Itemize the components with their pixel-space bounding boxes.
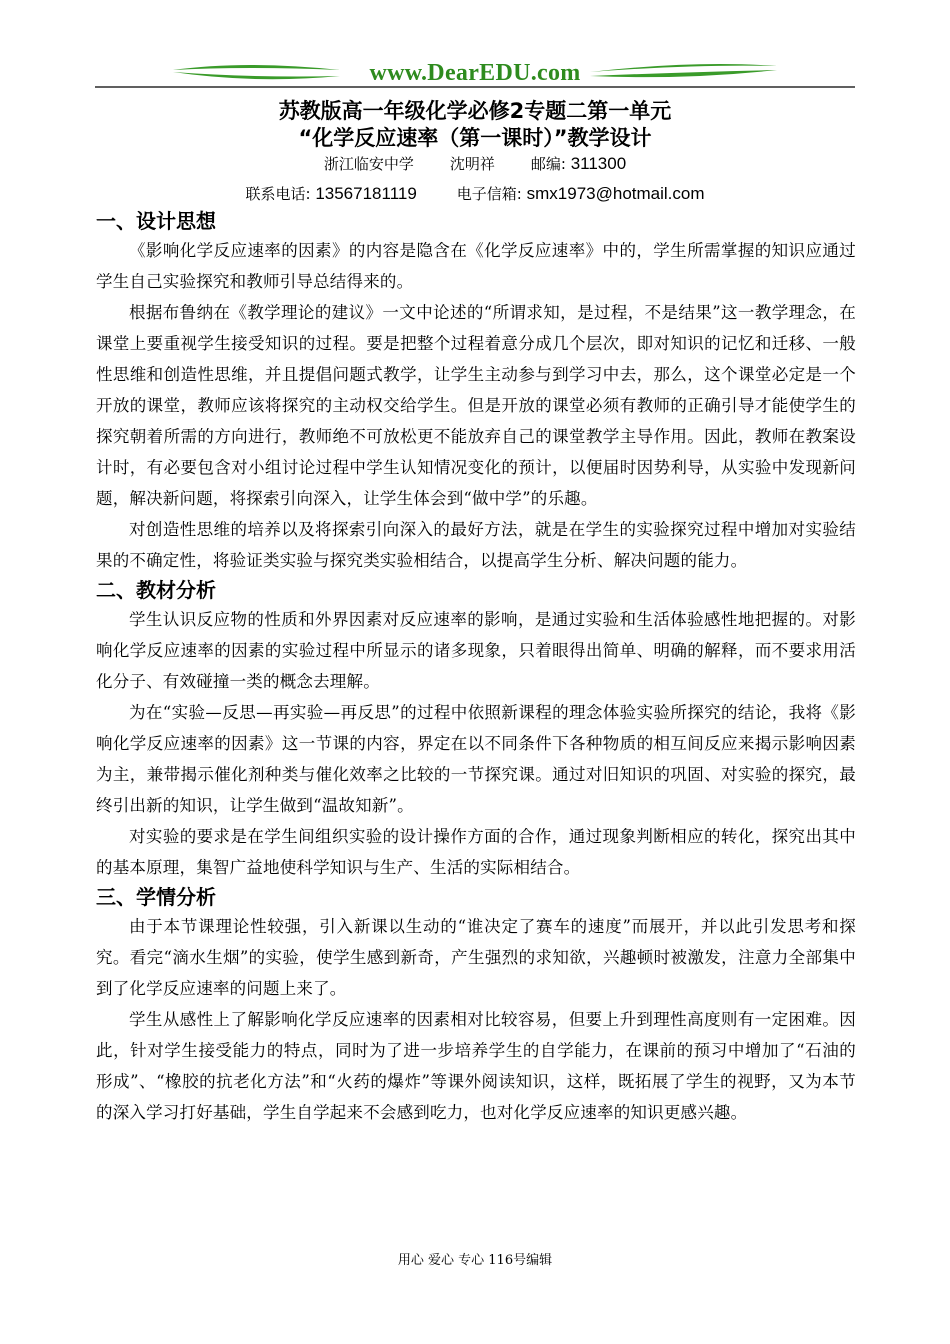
- author-school: 浙江临安中学: [323, 155, 414, 173]
- page-footer: 用心 爱心 专心 116号编辑: [397, 1253, 553, 1268]
- phone-label: 联系电话:: [245, 185, 311, 203]
- contact-line: [0, 183, 950, 204]
- author-name: 沈明祥: [449, 155, 495, 173]
- postcode-label: 邮编:: [530, 155, 566, 173]
- section-heading: 二、教材分析: [96, 578, 216, 602]
- paragraph: 对创造性思维的培养以及将探索引向深入的最好方法，就是在学生的实验探究过程中增加对实验结果的不确定性，将验证类实验与探究类实验相结合，以提高学生分析、解决问题的能力。: [96, 520, 856, 570]
- author-line: [0, 153, 950, 174]
- email-label: 电子信箱:: [456, 185, 522, 203]
- paragraph: 《影响化学反应速率的因素》的内容是隐含在《化学反应速率》中的，学生所需掌握的知识应通过学生自己实验探究和教师引导总结得来的。: [96, 241, 856, 291]
- postcode-value: 311300: [570, 154, 627, 173]
- paragraph: 为在“实验—反思—再实验—再反思”的过程中依照新课程的理念体验实验所探究的结论，我将《影响化学反应速率的因素》这一节课的内容，界定在以不同条件下各种物质的相互间反应来揭示影响因素为主，兼带揭示催化剂种类与催化效率之比较的一节探究课。通过对旧知识的巩固、对实验的探究，最终引出新的知识，让学生做到“温故知新”。: [96, 703, 856, 815]
- email-value: smx1973@hotmail.com: [526, 184, 705, 203]
- document-title-line2: “化学反应速率（第一课时）”教学设计: [298, 126, 652, 150]
- document-title-line1: 苏教版高一年级化学必修2专题二第一单元: [278, 99, 672, 123]
- paragraph: 由于本节课理论性较强，引入新课以生动的“谁决定了赛车的速度”而展开，并以此引发思考和探究。看完“滴水生烟”的实验，使学生感到新奇，产生强烈的求知欲，兴趣顿时被激发，注意力全部集中到了化学反应速率的问题上来了。: [96, 917, 856, 998]
- paragraph: 学生认识反应物的性质和外界因素对反应速率的影响，是通过实验和生活体验感性地把握的。对影响化学反应速率的因素的实验过程中所显示的诸多现象，只着眼得出简单、明确的解释，而不要求用活化分子、有效碰撞一类的概念去理解。: [96, 610, 856, 691]
- phone-value: 13567181119: [315, 184, 417, 203]
- section-heading: 三、学情分析: [96, 885, 216, 909]
- paragraph: 学生从感性上了解影响化学反应速率的因素相对比较容易，但要上升到理性高度则有一定困难。因此，针对学生接受能力的特点，同时为了进一步培养学生的自学能力，在课前的预习中增加了“石油的形成”、“橡胶的抗老化方法”和“火药的爆炸”等课外阅读知识，这样，既拓展了学生的视野，又为本节的深入学习打好基础，学生自学起来不会感到吃力，也对化学反应速率的知识更感兴趣。: [96, 1010, 856, 1122]
- site-banner: [95, 58, 855, 90]
- document-body: [96, 207, 856, 1128]
- section-heading: 一、设计思想: [96, 209, 216, 233]
- paragraph: 根据布鲁纳在《教学理论的建议》一文中论述的“所谓求知，是过程，不是结果”这一教学理念，在课堂上要重视学生接受知识的过程。要是把整个过程着意分成几个层次，即对知识的记忆和迁移、一般性思维和创造性思维，并且提倡问题式教学，让学生主动参与到学习中去，那么，这个课堂必定是一个开放的课堂，教师应该将探究的主动权交给学生。但是开放的课堂必须有教师的正确引导才能使学生的探究朝着所需的方向进行，教师绝不可放松更不能放弃自己的课堂教学主导作用。因此，教师在教案设计时，有必要包含对小组讨论过程中学生认知情况变化的预计，以便届时因势利导，从实验中发现新问题，解决新问题，将探索引向深入，让学生体会到“做中学”的乐趣。: [96, 303, 856, 508]
- site-logo-text: www.DearEDU.com: [369, 60, 581, 86]
- paragraph: 对实验的要求是在学生间组织实验的设计操作方面的合作，通过现象判断相应的转化，探究出其中的基本原理，集智广益地使科学知识与生产、生活的实际相结合。: [96, 827, 856, 877]
